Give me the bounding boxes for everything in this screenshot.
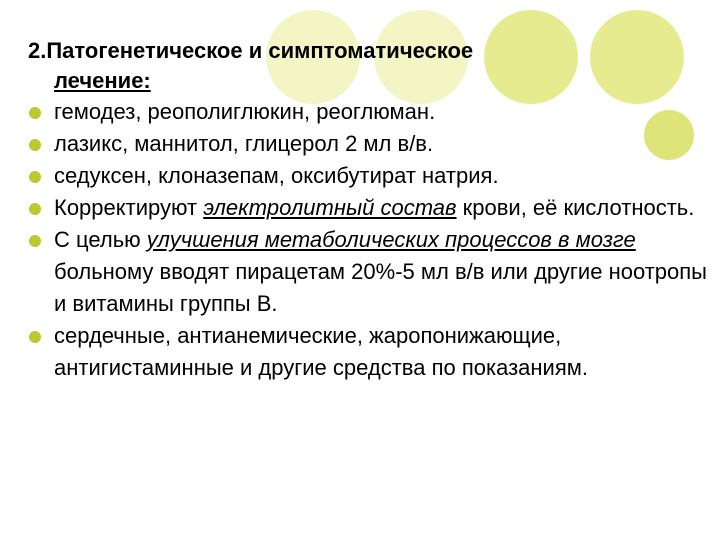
list-item-text: сердечные, антианемические, жаропонижающие, антигистаминные и другие средства по показаниям.: [54, 323, 588, 380]
emphasis-text: электролитный состав: [203, 195, 457, 220]
list-item-text: гемодез, реополиглюкин, реоглюман.: [54, 99, 436, 124]
slide-content: [28, 36, 712, 384]
list-item: [28, 320, 712, 384]
heading-line-2: лечение:: [54, 68, 151, 93]
list-item: [28, 128, 712, 160]
bullet-icon: [29, 235, 41, 247]
list-item: [28, 224, 712, 320]
list-item: [28, 96, 712, 128]
bullet-icon: [29, 331, 41, 343]
list-item-text-pre: С целью: [54, 227, 147, 252]
list-item: [28, 160, 712, 192]
bullet-icon: [29, 107, 41, 119]
bullet-icon: [29, 139, 41, 151]
heading-line-1: 2.Патогенетическое и симптоматическое: [28, 38, 474, 63]
slide-heading: [28, 36, 712, 96]
list-item-text-post: больному вводят пирацетам 20%-5 мл в/в или другие ноотропы и витамины группы В.: [54, 259, 707, 316]
bullet-icon: [29, 171, 41, 183]
list-item-text-post: крови, её кислотность.: [456, 195, 695, 220]
bullet-icon: [29, 203, 41, 215]
emphasis-text: улучшения метаболических процессов в мозге: [146, 227, 636, 252]
list-item: [28, 192, 712, 224]
list-item-text: седуксен, клоназепам, оксибутират натрия.: [54, 163, 499, 188]
bullet-list: [28, 96, 712, 384]
list-item-text-pre: Корректируют: [54, 195, 204, 220]
list-item-text: лазикс, маннитол, глицерол 2 мл в/в.: [54, 131, 434, 156]
